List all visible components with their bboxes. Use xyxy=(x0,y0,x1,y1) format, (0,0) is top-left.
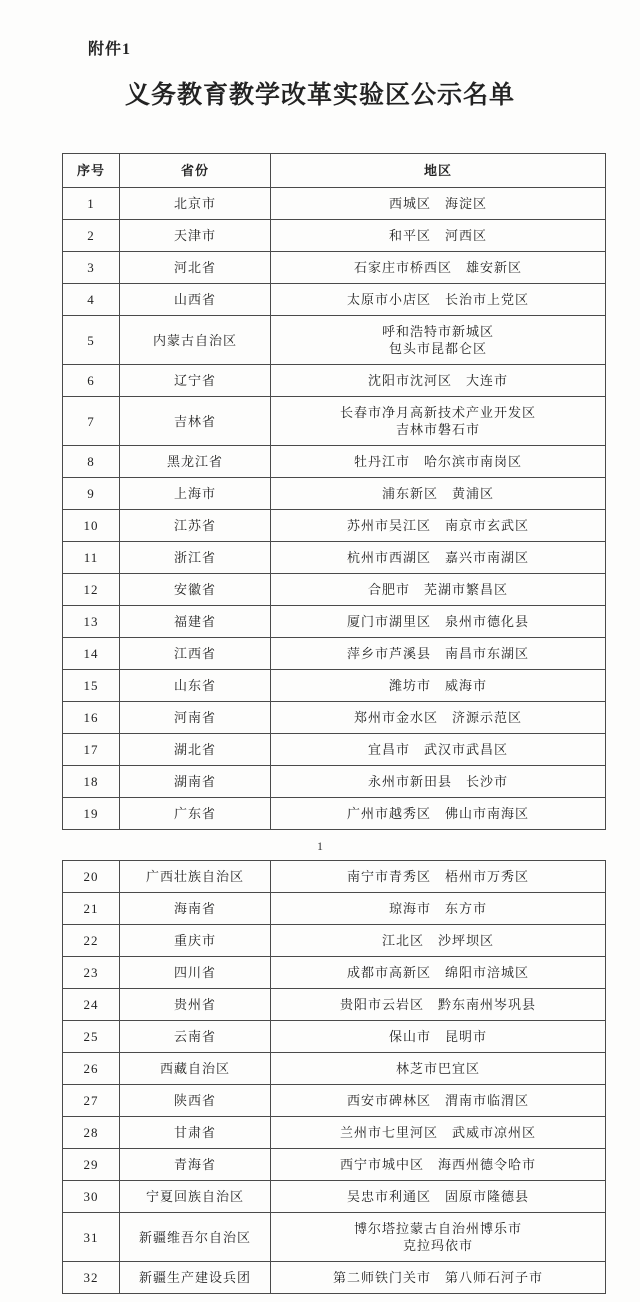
region-line: 江北区 沙坪坝区 xyxy=(381,933,494,948)
cell-serial-number: 5 xyxy=(63,316,120,365)
cell-province: 湖北省 xyxy=(120,734,271,766)
cell-province: 内蒙古自治区 xyxy=(120,316,271,365)
cell-serial-number: 7 xyxy=(63,397,120,446)
table-row xyxy=(63,925,606,957)
region-line: 克拉玛依市 xyxy=(402,1238,473,1253)
region-line: 和平区 河西区 xyxy=(388,228,487,243)
cell-serial-number: 9 xyxy=(63,478,120,510)
table-row xyxy=(63,446,606,478)
page-title: 义务教育教学改革实验区公示名单 xyxy=(124,82,515,109)
table-row xyxy=(63,574,606,606)
cell-province: 四川省 xyxy=(120,957,271,989)
region-line: 太原市小店区 长治市上党区 xyxy=(346,292,529,307)
cell-regions xyxy=(271,702,606,734)
table-row xyxy=(63,1213,606,1262)
region-line: 长春市净月高新技术产业开发区 xyxy=(339,405,536,420)
cell-province: 重庆市 xyxy=(120,925,271,957)
region-line: 林芝市巴宜区 xyxy=(395,1061,480,1076)
cell-serial-number: 26 xyxy=(63,1053,120,1085)
cell-province: 广东省 xyxy=(120,798,271,830)
cell-regions xyxy=(271,542,606,574)
cell-regions xyxy=(271,1117,606,1149)
cell-serial-number: 25 xyxy=(63,1021,120,1053)
region-line: 杭州市西湖区 嘉兴市南湖区 xyxy=(346,550,529,565)
cell-serial-number: 19 xyxy=(63,798,120,830)
region-line: 包头市昆都仑区 xyxy=(388,341,487,356)
table-body-page1 xyxy=(63,188,606,830)
table-row xyxy=(63,542,606,574)
table-row xyxy=(63,989,606,1021)
cell-province: 河北省 xyxy=(120,252,271,284)
table-row xyxy=(63,893,606,925)
cell-regions xyxy=(271,989,606,1021)
cell-serial-number: 24 xyxy=(63,989,120,1021)
table-row xyxy=(63,397,606,446)
cell-regions xyxy=(271,1053,606,1085)
cell-regions xyxy=(271,316,606,365)
cell-province: 贵州省 xyxy=(120,989,271,1021)
cell-province: 江苏省 xyxy=(120,510,271,542)
cell-serial-number: 3 xyxy=(63,252,120,284)
cell-serial-number: 12 xyxy=(63,574,120,606)
cell-province: 福建省 xyxy=(120,606,271,638)
cell-province: 天津市 xyxy=(120,220,271,252)
cell-regions xyxy=(271,365,606,397)
cell-serial-number: 30 xyxy=(63,1181,120,1213)
cell-regions xyxy=(271,1021,606,1053)
table-row xyxy=(63,284,606,316)
table-row xyxy=(63,638,606,670)
region-line: 苏州市吴江区 南京市玄武区 xyxy=(346,518,529,533)
cell-province: 青海省 xyxy=(120,1149,271,1181)
cell-regions xyxy=(271,606,606,638)
cell-regions xyxy=(271,925,606,957)
cell-serial-number: 27 xyxy=(63,1085,120,1117)
region-line: 广州市越秀区 佛山市南海区 xyxy=(346,806,529,821)
cell-serial-number: 15 xyxy=(63,670,120,702)
cell-regions xyxy=(271,284,606,316)
table-row xyxy=(63,702,606,734)
region-line: 郑州市金水区 济源示范区 xyxy=(353,710,522,725)
cell-serial-number: 1 xyxy=(63,188,120,220)
cell-regions xyxy=(271,957,606,989)
cell-serial-number: 28 xyxy=(63,1117,120,1149)
region-line: 博尔塔拉蒙古自治州博乐市 xyxy=(353,1221,522,1236)
region-line: 潍坊市 威海市 xyxy=(388,678,487,693)
cell-province: 陕西省 xyxy=(120,1085,271,1117)
experimental-zones-table-page2 xyxy=(62,860,606,1294)
cell-province: 西藏自治区 xyxy=(120,1053,271,1085)
table-row xyxy=(63,510,606,542)
cell-serial-number: 22 xyxy=(63,925,120,957)
table-row xyxy=(63,1181,606,1213)
cell-regions xyxy=(271,1181,606,1213)
cell-regions xyxy=(271,252,606,284)
table-row xyxy=(63,478,606,510)
cell-province: 广西壮族自治区 xyxy=(120,861,271,893)
cell-province: 新疆维吾尔自治区 xyxy=(120,1213,271,1262)
cell-regions xyxy=(271,397,606,446)
cell-regions xyxy=(271,220,606,252)
region-line: 吴忠市利通区 固原市隆德县 xyxy=(346,1189,529,1204)
region-line: 萍乡市芦溪县 南昌市东湖区 xyxy=(346,646,529,661)
region-line: 石家庄市桥西区 雄安新区 xyxy=(353,260,522,275)
cell-province: 江西省 xyxy=(120,638,271,670)
table-header-row xyxy=(63,154,606,188)
table-row xyxy=(63,670,606,702)
cell-regions xyxy=(271,574,606,606)
region-line: 保山市 昆明市 xyxy=(388,1029,487,1044)
cell-regions xyxy=(271,861,606,893)
cell-serial-number: 31 xyxy=(63,1213,120,1262)
table-row xyxy=(63,252,606,284)
table-row xyxy=(63,220,606,252)
region-line: 贵阳市云岩区 黔东南州岑巩县 xyxy=(339,997,536,1012)
region-line: 吉林市磐石市 xyxy=(395,422,480,437)
region-line: 西城区 海淀区 xyxy=(388,196,487,211)
cell-serial-number: 32 xyxy=(63,1262,120,1294)
table-row xyxy=(63,1053,606,1085)
cell-serial-number: 17 xyxy=(63,734,120,766)
attachment-label: 附件1 xyxy=(88,41,132,58)
cell-regions xyxy=(271,798,606,830)
table-row xyxy=(63,1085,606,1117)
cell-regions xyxy=(271,510,606,542)
table-row xyxy=(63,316,606,365)
table-row xyxy=(63,1149,606,1181)
cell-province: 宁夏回族自治区 xyxy=(120,1181,271,1213)
table-row xyxy=(63,957,606,989)
page-number: 1 xyxy=(317,839,323,853)
region-line: 南宁市青秀区 梧州市万秀区 xyxy=(346,869,529,884)
cell-regions xyxy=(271,638,606,670)
cell-regions xyxy=(271,734,606,766)
table-body-page2 xyxy=(63,861,606,1294)
region-line: 琼海市 东方市 xyxy=(388,901,487,916)
cell-serial-number: 16 xyxy=(63,702,120,734)
cell-regions xyxy=(271,766,606,798)
cell-serial-number: 18 xyxy=(63,766,120,798)
cell-province: 新疆生产建设兵团 xyxy=(120,1262,271,1294)
region-line: 浦东新区 黄浦区 xyxy=(381,486,494,501)
cell-serial-number: 2 xyxy=(63,220,120,252)
header-province: 省份 xyxy=(120,154,271,188)
table-row xyxy=(63,1262,606,1294)
cell-serial-number: 20 xyxy=(63,861,120,893)
cell-province: 浙江省 xyxy=(120,542,271,574)
cell-province: 甘肃省 xyxy=(120,1117,271,1149)
cell-regions xyxy=(271,893,606,925)
region-line: 永州市新田县 长沙市 xyxy=(367,774,508,789)
table-row xyxy=(63,734,606,766)
cell-province: 黑龙江省 xyxy=(120,446,271,478)
region-line: 牡丹江市 哈尔滨市南岗区 xyxy=(353,454,522,469)
table-row xyxy=(63,606,606,638)
cell-regions xyxy=(271,1085,606,1117)
cell-serial-number: 8 xyxy=(63,446,120,478)
region-line: 厦门市湖里区 泉州市德化县 xyxy=(346,614,529,629)
header-region: 地区 xyxy=(271,154,606,188)
region-line: 呼和浩特市新城区 xyxy=(381,324,494,339)
cell-serial-number: 21 xyxy=(63,893,120,925)
table-row xyxy=(63,798,606,830)
cell-regions xyxy=(271,188,606,220)
cell-province: 安徽省 xyxy=(120,574,271,606)
cell-regions xyxy=(271,446,606,478)
cell-province: 北京市 xyxy=(120,188,271,220)
cell-province: 上海市 xyxy=(120,478,271,510)
table-row xyxy=(63,365,606,397)
cell-regions xyxy=(271,1149,606,1181)
region-line: 沈阳市沈河区 大连市 xyxy=(367,373,508,388)
region-line: 兰州市七里河区 武威市凉州区 xyxy=(339,1125,536,1140)
cell-province: 湖南省 xyxy=(120,766,271,798)
cell-serial-number: 10 xyxy=(63,510,120,542)
cell-regions xyxy=(271,478,606,510)
cell-serial-number: 6 xyxy=(63,365,120,397)
region-line: 成都市高新区 绵阳市涪城区 xyxy=(346,965,529,980)
cell-serial-number: 13 xyxy=(63,606,120,638)
table-row xyxy=(63,188,606,220)
cell-regions xyxy=(271,670,606,702)
cell-province: 辽宁省 xyxy=(120,365,271,397)
region-line: 第二师铁门关市 第八师石河子市 xyxy=(332,1270,543,1285)
cell-regions xyxy=(271,1262,606,1294)
region-line: 西安市碑林区 渭南市临渭区 xyxy=(346,1093,529,1108)
cell-province: 吉林省 xyxy=(120,397,271,446)
table-row xyxy=(63,1117,606,1149)
table-row xyxy=(63,1021,606,1053)
experimental-zones-table-page1 xyxy=(62,153,606,830)
table-row xyxy=(63,861,606,893)
cell-serial-number: 23 xyxy=(63,957,120,989)
cell-province: 山西省 xyxy=(120,284,271,316)
cell-serial-number: 29 xyxy=(63,1149,120,1181)
region-line: 宜昌市 武汉市武昌区 xyxy=(367,742,508,757)
table-row xyxy=(63,766,606,798)
cell-serial-number: 11 xyxy=(63,542,120,574)
cell-province: 河南省 xyxy=(120,702,271,734)
region-line: 西宁市城中区 海西州德令哈市 xyxy=(339,1157,536,1172)
cell-province: 云南省 xyxy=(120,1021,271,1053)
region-line: 合肥市 芜湖市繁昌区 xyxy=(367,582,508,597)
cell-serial-number: 4 xyxy=(63,284,120,316)
cell-serial-number: 14 xyxy=(63,638,120,670)
cell-province: 山东省 xyxy=(120,670,271,702)
cell-province: 海南省 xyxy=(120,893,271,925)
cell-regions xyxy=(271,1213,606,1262)
header-serial-number: 序号 xyxy=(63,154,120,188)
